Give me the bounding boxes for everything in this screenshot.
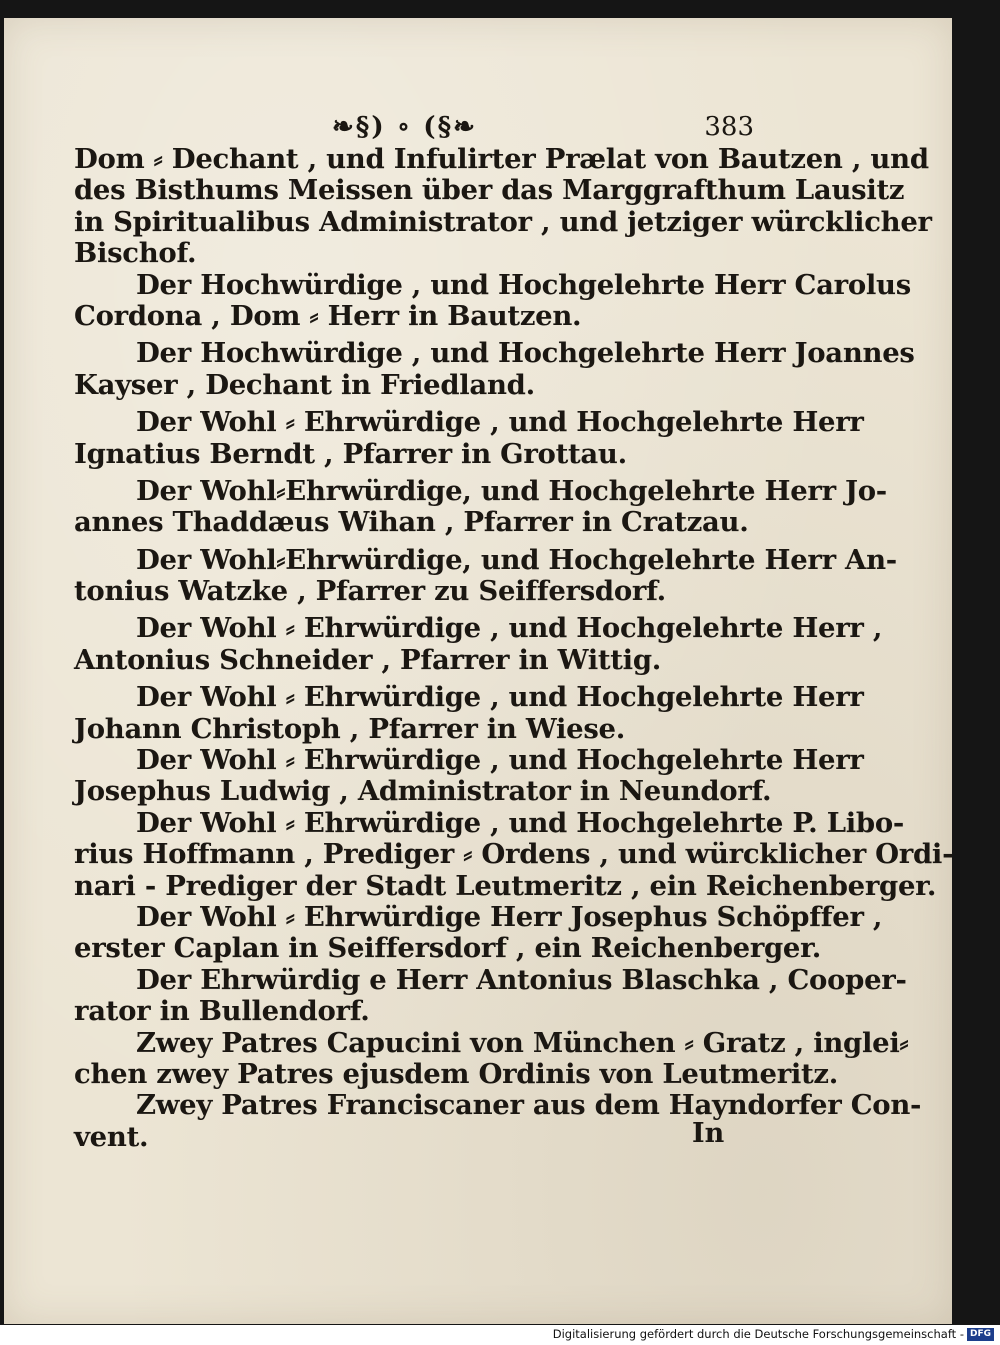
text-line: erster Caplan in Seiffersdorf , ein Reichenberger. <box>74 932 822 965</box>
text-line: Zwey Patres Capucini von München ⸗ Gratz , inglei⸗ <box>136 1026 909 1059</box>
text-line: des Bisthums Meissen über das Marggrafthum Lausitz <box>74 174 905 207</box>
text-line: tonius Watzke , Pfarrer zu Seiffersdorf. <box>74 575 666 608</box>
text-line: Bischof. <box>74 237 197 270</box>
page-body-text <box>74 143 954 1153</box>
text-line: Der Wohl ⸗ Ehrwürdige , und Hochgelehrte P. Libo- <box>136 806 904 839</box>
text-line: Der Wohl ⸗ Ehrwürdige Herr Josephus Schöpffer , <box>136 900 883 933</box>
text-line: Der Wohl ⸗ Ehrwürdige , und Hochgelehrte Herr <box>136 406 864 439</box>
text-line: Kayser , Dechant in Friedland. <box>74 368 535 401</box>
text-line: Der Hochwürdige , und Hochgelehrte Herr Carolus <box>136 268 911 301</box>
text-line: in Spiritualibus Administrator , und jetziger würcklicher <box>74 205 932 238</box>
text-line: Der Ehrwürdig e Herr Antonius Blaschka , Cooper- <box>136 963 907 996</box>
text-line: chen zwey Patres ejusdem Ordinis von Leutmeritz. <box>74 1057 839 1090</box>
text-line: vent. <box>74 1120 149 1153</box>
text-line: Johann Christoph , Pfarrer in Wiese. <box>74 712 625 745</box>
text-line: Der Wohl⸗Ehrwürdige, und Hochgelehrte Herr An- <box>136 543 897 576</box>
text-line: Antonius Schneider , Pfarrer in Wittig. <box>74 643 662 676</box>
text-line: Der Wohl ⸗ Ehrwürdige , und Hochgelehrte Herr <box>136 681 864 714</box>
funding-notice: Digitalisierung gefördert durch die Deutsche Forschungsgemeinschaft - <box>552 1327 964 1341</box>
dfg-logo-icon: DFG <box>967 1328 994 1341</box>
text-line: rius Hoffmann , Prediger ⸗ Ordens , und würcklicher Ordi- <box>74 838 954 871</box>
header-ornament: ❧§) ∘ (§❧ <box>332 112 477 142</box>
text-line: Josephus Ludwig , Administrator in Neundorf. <box>74 775 772 808</box>
text-line: Der Wohl ⸗ Ehrwürdige , und Hochgelehrte Herr <box>136 744 864 777</box>
text-line: Der Wohl ⸗ Ehrwürdige , und Hochgelehrte Herr , <box>136 612 883 645</box>
text-line: Der Hochwürdige , und Hochgelehrte Herr Joannes <box>136 337 915 370</box>
text-line: annes Thaddæus Wihan , Pfarrer in Cratzau. <box>74 506 749 539</box>
digitization-footer <box>0 1325 1000 1345</box>
text-line: nari - Prediger der Stadt Leutmeritz , ein Reichenberger. <box>74 869 937 902</box>
page-header <box>74 108 754 148</box>
page-number: 383 <box>704 112 754 142</box>
text-line: Der Wohl⸗Ehrwürdige, und Hochgelehrte Herr Jo- <box>136 474 887 507</box>
text-line: rator in Bullendorf. <box>74 995 370 1028</box>
text-line: Cordona , Dom ⸗ Herr in Bautzen. <box>74 299 582 332</box>
text-line: Ignatius Berndt , Pfarrer in Grottau. <box>74 437 627 470</box>
text-line: Dom ⸗ Dechant , und Infulirter Prælat von Bautzen , und <box>74 143 929 175</box>
catchword: In <box>692 1118 725 1149</box>
text-line: Zwey Patres Franciscaner aus dem Hayndorfer Con- <box>136 1089 922 1122</box>
